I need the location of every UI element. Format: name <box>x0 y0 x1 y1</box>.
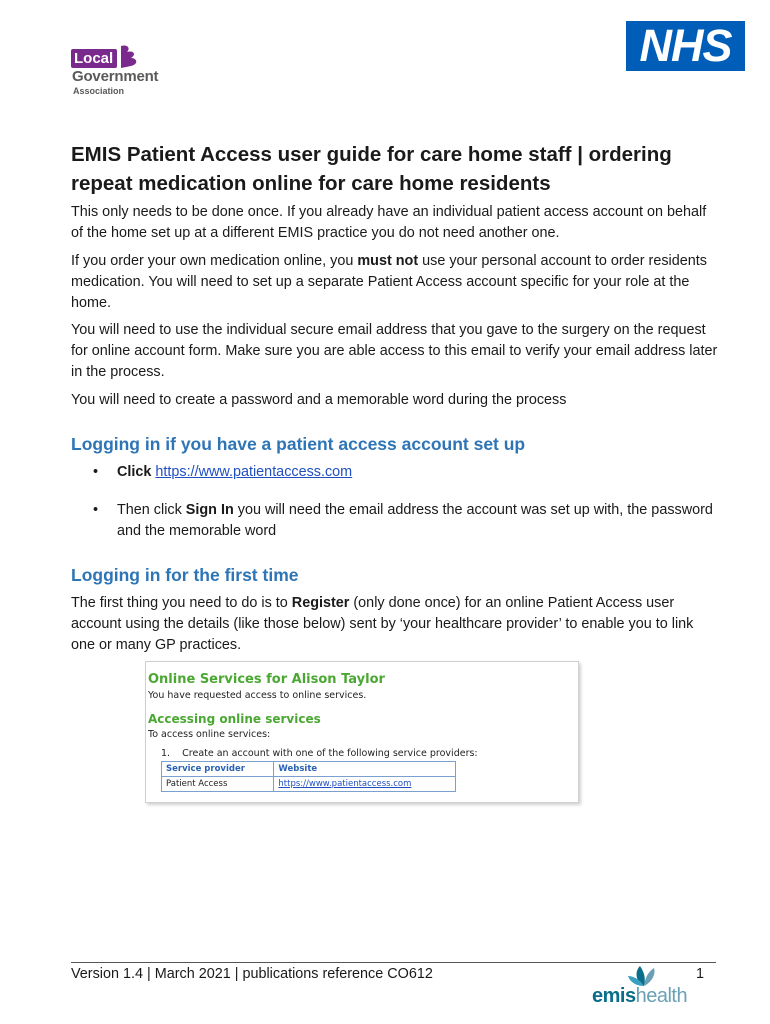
online-services-screenshot <box>145 661 579 803</box>
screenshot-step: 1. Create an account with one of the following service providers: <box>161 748 478 759</box>
table-header-row <box>162 762 456 777</box>
intro-paragraph-4: You will need to create a password and a memorable word during the process <box>71 392 567 408</box>
bullet-text <box>117 500 717 542</box>
emis-wordmark-light: health <box>635 985 688 1007</box>
table-header: Website <box>274 762 456 777</box>
intro-p2-text: If you order your own medication online, you <box>71 253 358 269</box>
section-heading-existing-account: Logging in if you have a patient access account set up <box>71 434 526 454</box>
lga-government-text: Government <box>72 68 159 85</box>
bullet2-text: Then click <box>117 502 186 518</box>
table-cell-link[interactable] <box>274 777 456 792</box>
lga-association-text: Association <box>73 86 125 96</box>
patient-access-link[interactable]: https://www.patientaccess.com <box>155 464 353 480</box>
intro-p2-bold: must not <box>357 253 419 269</box>
register-bold: Register <box>291 595 350 611</box>
bullet-click-bold: Click <box>117 464 152 480</box>
lga-local-text: Local <box>74 50 114 67</box>
intro-paragraph-2 <box>71 251 721 314</box>
emis-wordmark-bold: emis <box>592 985 636 1007</box>
first-time-text-end: (only done once) for an online Patient Access user account using the details (like those below) sent by ‘your healthcare provider’ to enable you to link one or many GP practices. <box>71 595 694 653</box>
intro-paragraph-1: This only needs to be done once. If you already have an individual patient access account on behalf of the home set up at a different EMIS practice you do not need another one. <box>71 204 707 241</box>
page-number: 1 <box>696 966 705 982</box>
bullet2-text-end: you will need the email address the account was set up with, the password and the memorable word <box>117 502 713 539</box>
table-header: Service provider <box>162 762 274 777</box>
table-cell: Patient Access <box>162 777 274 792</box>
emis-wordmark <box>592 985 687 1008</box>
nhs-logo: NHS <box>626 21 745 71</box>
emis-health-logo <box>592 964 697 1009</box>
intro-p2-text-end: use your personal account to order residents medication. You will need to set up a separate Patient Access account specific for your role at the home. <box>71 253 707 311</box>
lga-leaf-icon <box>117 44 141 70</box>
patient-access-website-link[interactable]: https://www.patientaccess.com <box>278 779 412 789</box>
screenshot-intro: To access online services: <box>148 729 271 740</box>
lga-logo <box>71 44 181 96</box>
bullet2-sign-in-bold: Sign In <box>185 502 234 518</box>
first-time-text: The first thing you need to do is to <box>71 595 292 611</box>
bullet-text <box>117 462 717 483</box>
bullet-dot: • <box>93 502 99 518</box>
table-row <box>162 777 456 792</box>
page-title: EMIS Patient Access user guide for care home staff | ordering repeat medication online for care home residents <box>71 143 672 195</box>
first-time-paragraph <box>71 593 721 656</box>
intro-paragraph-3: You will need to use the individual secure email address that you gave to the surgery on the request for online account form. Make sure you are able access to this email to verify your email address later in the process. <box>71 322 718 380</box>
section-heading-first-time: Logging in for the first time <box>71 565 299 585</box>
footer-divider <box>71 962 716 963</box>
service-provider-table <box>161 761 456 792</box>
screenshot-title: Online Services for Alison Taylor <box>148 672 385 687</box>
screenshot-heading: Accessing online services <box>148 712 321 726</box>
screenshot-subtitle: You have requested access to online services. <box>148 690 367 701</box>
footer-version: Version 1.4 | March 2021 | publications reference CO612 <box>71 966 433 982</box>
bullet-dot: • <box>93 464 99 480</box>
